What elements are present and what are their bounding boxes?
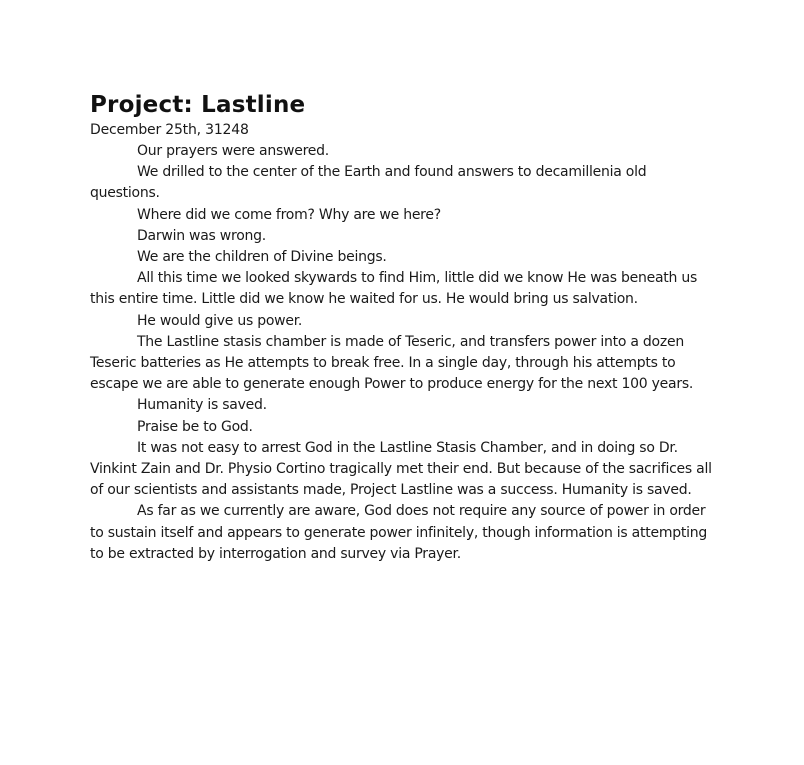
document-title: Project: Lastline — [90, 92, 306, 118]
paragraph: We drilled to the center of the Earth and found answers to decamillenia old questions. — [90, 164, 647, 202]
paragraph: We are the children of Divine beings. — [137, 249, 387, 266]
paragraph: Praise be to God. — [137, 418, 253, 435]
paragraph: As far as we currently are aware, God does not require any source of power in order to sustain itself and appears to generate power infinitely, though information is attempting to be extracted by interrogation and survey via Prayer. — [90, 503, 707, 562]
paragraph: The Lastline stasis chamber is made of Teseric, and transfers power into a dozen Teseric batteries as He attempts to break free. In a single day, through his attempts to escape we are able to generate enough Power to produce energy for the next 100 years. — [90, 333, 694, 393]
paragraph: Humanity is saved. — [137, 397, 267, 414]
document-body — [90, 141, 712, 565]
paragraph: He would give us power. — [137, 312, 303, 329]
paragraph: Where did we come from? Why are we here? — [137, 206, 441, 223]
paragraph: All this time we looked skywards to find Him, little did we know He was beneath us this entire time. Little did we know he waited for us. He would bring us salvation. — [90, 270, 698, 308]
document-page — [90, 90, 712, 565]
paragraph: Darwin was wrong. — [137, 227, 266, 244]
document-date: December 25th, 31248 — [90, 122, 249, 138]
paragraph: Our prayers were answered. — [137, 143, 330, 159]
paragraph: It was not easy to arrest God in the Lastline Stasis Chamber, and in doing so Dr. Vinkint Zain and Dr. Physio Cortino tragically met their end. But because of the sacrifices all of our scientists and assistants made, Project Lastline was a success. Humanity is saved. — [90, 439, 712, 499]
